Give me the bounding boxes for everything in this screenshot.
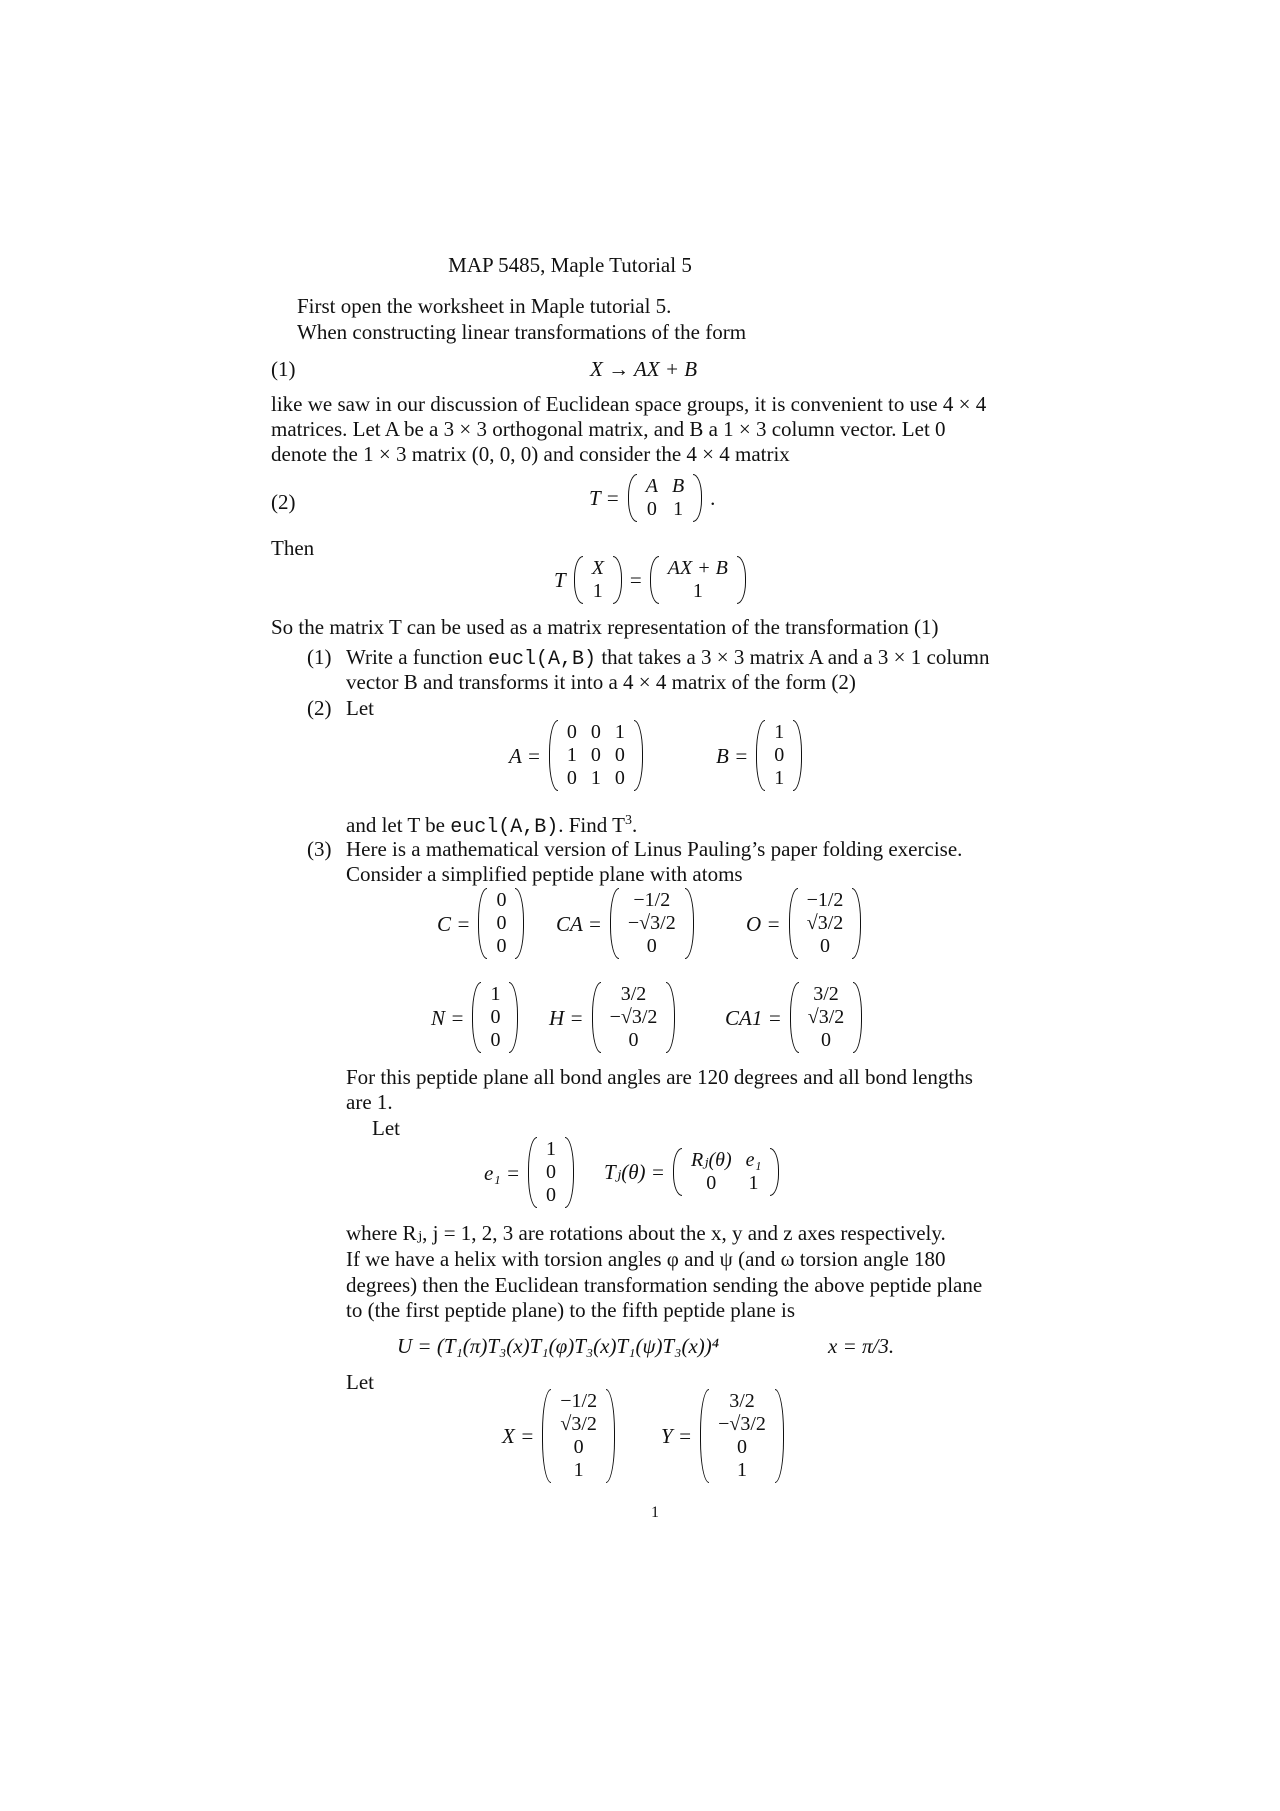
equation-1-formula: X → AX + B [590, 357, 698, 381]
item-2-text: . [631, 813, 638, 837]
item-1-code: eucl(A,B) [488, 648, 597, 671]
where-line-3: degrees) then the Euclidean transformation sending the above peptide plane [346, 1273, 983, 1297]
matrix-entry: 1 [614, 721, 625, 743]
paragraph-1-line-2: matrices. Let A be a 3 × 3 orthogonal matrix, and B a 1 × 3 column vector. Let 0 [271, 417, 946, 441]
vector-X-equation [498, 1389, 619, 1483]
matrix-entry: 0 [614, 767, 625, 789]
matrix-entry: e₁ [745, 1149, 762, 1171]
matrix-entry: 1 [573, 1459, 584, 1481]
equation-2-number: (2) [271, 490, 296, 514]
matrix-entry: 3/2 [620, 983, 647, 1005]
item-1-text: that takes a 3 × 3 matrix A and a 3 × 1 column [596, 645, 990, 669]
matrix-entry: 0 [566, 721, 577, 743]
matrix-entry: 0 [590, 721, 601, 743]
matrix-entry: 0 [820, 935, 831, 957]
let-text-2: Let [346, 1370, 374, 1394]
matrix-entry: 0 [573, 1436, 584, 1458]
item-2-text: . Find T [558, 813, 625, 837]
matrix-entry: 3/2 [729, 1390, 755, 1412]
page-number: 1 [651, 1504, 659, 1521]
U-formula: U = (T₁(π)T₃(x)T₁(φ)T₃(x)T₁(ψ)T₃(x))⁴ [397, 1334, 720, 1358]
item-2-text: and let T be [346, 813, 451, 837]
item-1-line-2: vector B and transforms it into a 4 × 4 matrix of the form (2) [346, 670, 856, 694]
matrix-entry: 1 [566, 744, 577, 766]
matrix-entry: 1 [774, 767, 785, 789]
matrix-entry: 1 [592, 580, 603, 602]
paragraph-1-line-3: denote the 1 × 3 matrix (0, 0, 0) and consider the 4 × 4 matrix [271, 442, 790, 466]
atom-label: O = [746, 911, 781, 936]
item-2-let: Let [346, 696, 374, 720]
matrix-entry: 0 [546, 1184, 557, 1206]
bond-text-line-1: For this peptide plane all bond angles are 120 degrees and all bond lengths [346, 1065, 973, 1089]
matrix-entry: 0 [566, 767, 577, 789]
page-title: MAP 5485, Maple Tutorial 5 [448, 253, 692, 277]
matrix-entry: 0 [646, 935, 657, 957]
matrix-entry: √3/2 [560, 1413, 597, 1435]
matrix-entry: 0 [490, 1006, 501, 1028]
vector-B [756, 720, 802, 791]
matrix-entry: 0 [614, 744, 625, 766]
matrix-Tj-equation [600, 1148, 783, 1196]
matrix-entry: X [591, 557, 604, 579]
vector-X1 [574, 556, 622, 604]
atom-label: CA1 = [725, 1005, 782, 1030]
x-definition: x = π/3. [828, 1334, 895, 1358]
matrix-entry: −√3/2 [627, 912, 676, 934]
equation-2-lhs: T = [589, 486, 620, 510]
atom-C [433, 888, 528, 959]
matrix-entry: √3/2 [807, 1006, 845, 1028]
atom-H [545, 982, 679, 1053]
matrix-entry: √3/2 [806, 912, 844, 934]
matrix-Tj-label: Tⱼ(θ) = [604, 1160, 665, 1184]
atom-label: H = [549, 1005, 584, 1030]
vector-X-label: X = [502, 1424, 535, 1448]
vector-B-label: B = [716, 743, 749, 768]
item-3-line-1: Here is a mathematical version of Linus Pauling’s paper folding exercise. [346, 837, 963, 861]
matrix-entry: −1/2 [560, 1390, 598, 1412]
matrix-entry: 1 [737, 1459, 748, 1481]
item-3-line-2: Consider a simplified peptide plane with atoms [346, 862, 743, 886]
item-2-number: (2) [307, 696, 332, 720]
equation-1-number: (1) [271, 357, 296, 381]
matrix-entry: 1 [546, 1138, 557, 1160]
equation-2: T = A B 0 1 . [589, 475, 716, 520]
matrix-entry: −1/2 [633, 889, 671, 911]
bond-text-line-2: are 1. [346, 1090, 393, 1114]
matrix-entry: 0 [737, 1436, 748, 1458]
vector-e1-equation [480, 1137, 578, 1208]
matrix-entry: 0 [496, 912, 507, 934]
equation-3 [550, 556, 750, 604]
matrix-entry: −√3/2 [718, 1413, 766, 1435]
atom-N [427, 982, 522, 1053]
matrix-entry: 1 [673, 498, 684, 520]
matrix-entry: B [671, 475, 685, 497]
intro-line-2: When constructing linear transformations of the form [297, 320, 747, 344]
atom-label: N = [431, 1005, 465, 1030]
matrix-entry: −√3/2 [609, 1006, 658, 1028]
matrix-entry: 1 [692, 580, 703, 602]
matrix-entry: 0 [774, 744, 785, 766]
matrix-entry: AX + B [667, 557, 728, 579]
vector-Y-label: Y = [661, 1424, 693, 1448]
let-text: Let [372, 1116, 400, 1140]
matrix-T [628, 474, 702, 522]
matrix-entry: 1 [590, 767, 601, 789]
vector-Y-equation [657, 1389, 788, 1483]
matrix-A-equation [505, 720, 647, 791]
vector-B-equation [712, 720, 806, 791]
matrix-entry: 1 [774, 721, 785, 743]
matrix-entry: 0 [496, 935, 507, 957]
matrix-entry: 0 [490, 1029, 501, 1051]
item-1-number: (1) [307, 645, 332, 669]
matrix-entry: 0 [496, 889, 507, 911]
item-1-text: Write a function [346, 645, 489, 669]
item-2-superscript: 3 [624, 813, 632, 828]
atom-O [742, 888, 865, 959]
item-2-code: eucl(A,B) [450, 816, 559, 839]
matrix-entry: 0 [706, 1172, 717, 1194]
vector-e1-label: e₁ = [484, 1160, 521, 1185]
matrix-entry: 1 [748, 1172, 759, 1194]
paragraph-2: So the matrix T can be used as a matrix representation of the transformation (1) [271, 615, 939, 639]
then-text: Then [271, 536, 315, 560]
matrix-entry: 0 [546, 1161, 557, 1183]
matrix-entry: 0 [646, 498, 657, 520]
vector-AXB1 [650, 556, 746, 604]
atom-CA1 [721, 982, 866, 1053]
matrix-A-label: A = [509, 743, 541, 768]
where-line-1: where Rⱼ, j = 1, 2, 3 are rotations about the x, y and z axes respectively. [346, 1221, 946, 1245]
matrix-entry: 3/2 [813, 983, 839, 1005]
paragraph-1-line-1: like we saw in our discussion of Euclidean space groups, it is convenient to use 4 × 4 [271, 392, 987, 416]
matrix-entry: 0 [628, 1029, 639, 1051]
equals-sign: = [629, 568, 642, 592]
equation-3-lhs: T [554, 568, 566, 592]
matrix-entry: 1 [490, 983, 501, 1005]
matrix-entry: Rⱼ(θ) [690, 1149, 732, 1171]
where-line-4: to (the first peptide plane) to the fifth peptide plane is [346, 1298, 796, 1322]
matrix-entry: A [645, 475, 658, 497]
atom-CA [552, 888, 698, 959]
item-3-number: (3) [307, 837, 332, 861]
atom-label: CA = [556, 911, 602, 936]
matrix-A [549, 720, 643, 791]
atom-label: C = [437, 911, 471, 936]
intro-line-1: First open the worksheet in Maple tutorial 5. [297, 294, 672, 318]
matrix-entry: −1/2 [806, 889, 844, 911]
where-line-2: If we have a helix with torsion angles φ and ψ (and ω torsion angle 180 [346, 1247, 946, 1271]
matrix-entry: 0 [590, 744, 601, 766]
matrix-entry: 0 [821, 1029, 832, 1051]
